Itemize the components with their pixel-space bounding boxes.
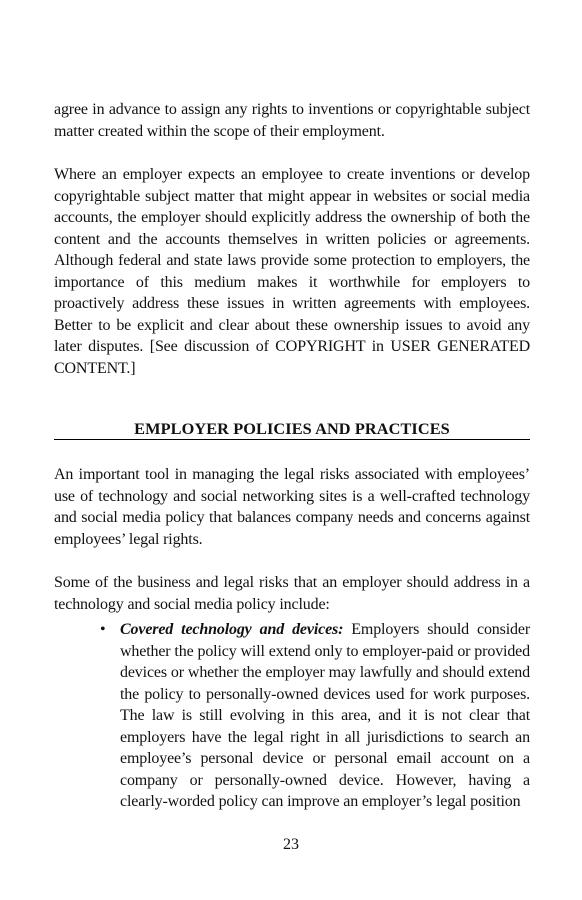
section-heading: EMPLOYER POLICIES AND PRACTICES <box>134 419 450 438</box>
list-item <box>100 619 530 813</box>
paragraph-2: Where an employer expects an employee to create inventions or develop copyrightable subject matter that might appear in websites or social media accounts, the employer should explicitly address the ownership of both the content and the accounts themselves in written policies or agreements. Although federal and state laws provide some protection to employers, the importance of this medium makes it worthwhile for employers to proactively address these issues in written agreements with employees. Better to be explicit and clear about these ownership issues to avoid any later disputes. [See discussion of COPYRIGHT in USER GENERATED CONTENT.] <box>54 166 530 377</box>
bullet-lead: Covered technology and devices: <box>120 621 344 638</box>
bullet-body: Employers should consider whether the policy will extend only to employer-paid or provided devices or whether the employer may lawfully and should extend the policy to personally-owned devices used for work purposes. The law is still evolving in this area, and it is not clear that employers have the legal right in all jurisdictions to search an employee’s personal device or personal email account on a company or personally-owned device. However, having a clearly-worded policy can improve an employer’s legal position <box>120 621 530 810</box>
page-number: 23 <box>283 836 299 853</box>
bullet-text <box>120 619 530 813</box>
document-page <box>54 99 530 813</box>
paragraph-gap <box>54 142 530 164</box>
section-heading-rule <box>54 419 530 440</box>
bullet-list <box>54 619 530 813</box>
paragraph-gap <box>54 550 530 572</box>
paragraph-3: An important tool in managing the legal risks associated with employees’ use of technology and social networking sites is a well-crafted technology and social media policy that balances company needs and concerns against employees’ legal rights. <box>54 466 530 548</box>
bullet-icon: • <box>100 621 106 638</box>
paragraph-1: agree in advance to assign any rights to inventions or copyrightable subject matter created within the scope of their employment. <box>54 101 530 140</box>
paragraph-4: Some of the business and legal risks that an employer should address in a technology and social media policy include: <box>54 574 530 613</box>
